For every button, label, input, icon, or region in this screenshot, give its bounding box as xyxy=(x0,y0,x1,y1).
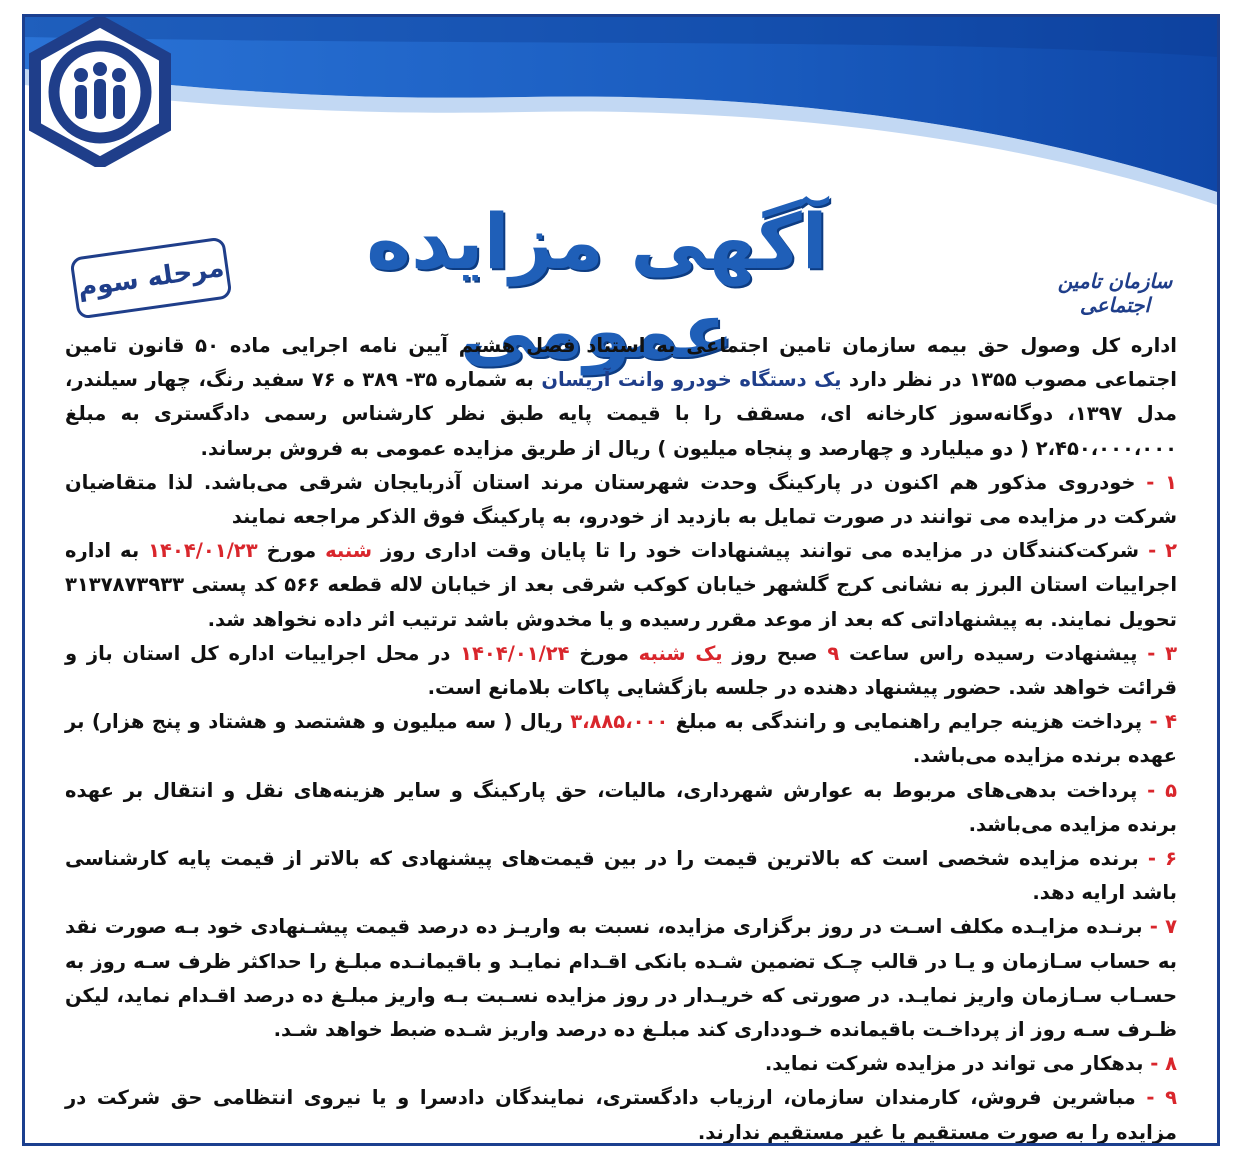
item-text: پرداخت هزینه جرایم راهنمایی و رانندگی به مبلغ xyxy=(668,710,1143,734)
item-7: ۷ - برنـده مزایـده مکلف اسـت در روز برگزاری مزایده، نسبت به واریـز ده درصد قیمت پیشـنهادی خود بـه صورت نقد به حساب سـازمان و یـا در قالب چـک تضمین شـده بانکی اقـدام نمایـد و باقیمانـده مبلـغ را حداکثر ظرف سـه روز به حسـاب سـازمان واریز نمایـد. در صورتی که خریـدار در روز مزایده نسـبت بـه واریز مبلـغ ده درصد اقـدام نماید، لیکن ظـرف سـه روز از پرداخـت باقیمانده خـودداری کند مبلـغ ده درصد واریز شـده ضبط خواهد شـد. xyxy=(65,915,1177,1042)
item-4: ۴ - پرداخت هزینه جرایم راهنمایی و رانندگی به مبلغ ۳،۸۸۵،۰۰۰ ریال ( سه میلیون و هشتصد و هشتاد و پنج هزار) بر عهده برنده مزایده می‌باشد. xyxy=(65,710,1178,768)
item-8: ۸ - بدهکار می تواند در مزایده شرکت نماید. xyxy=(764,1052,1177,1076)
item-2: ۲ - شرکت‌کنندگان در مزایده می توانند پیشنهادات خود را تا پایان وقت اداری روز شنبه مورخ ۱۴۰۴/۰۱/۲۳ به اداره اجراییات استان البرز به نشانی کرج گلشهر خیابان کوکب شرقی بعد از خیابان لاله قطعه ۵۶۶ کد پستی ۳۱۳۷۸۷۳۹۳۳ تحویل نمایند. به پیشنهاداتی که بعد از موعد مقرر رسیده و یا مخدوش باشد ترتیب اثر داده نخواهد شد. xyxy=(65,539,1178,631)
item-5: ۵ - پرداخت بدهی‌های مربوط به عوارش شهرداری، مالیات، حق پارکینگ و سایر هزینه‌های نقل و انتقال بر عهده برنده مزایده می‌باشد. xyxy=(65,778,1177,836)
item-9: ۹ - مباشرین فروش، کارمندان سازمان، ارزیاب دادگستری، نمایندگان دادسرا و یا نیروی انتظامی حق شرکت در مزایده را به صورت مستقیم یا غیر مستقیم ندارند. xyxy=(65,1086,1178,1144)
item-6: ۶ - برنده مزایده شخصی است که بالاترین قیمت را در بین قیمت‌های پیشنهادی که بالاتر از قیمت پایه کارشناسی باشد ارایه دهد. xyxy=(65,847,1178,905)
item-text: پیشنهادت رسیده راس ساعت xyxy=(839,641,1138,665)
item-text: برنده مزایده شخصی است که بالاترین قیمت را در بین قیمت‌های پیشنهادی که بالاتر از قیمت پایه کارشناسی باشد ارایه دهد. xyxy=(65,847,1177,905)
item-number: ۳ xyxy=(1165,641,1178,665)
item-text: مباشرین فروش، کارمندان سازمان، ارزیاب دادگستری، نمایندگان دادسرا و یا نیروی انتظامی حق شرکت در مزایده را به صورت مستقیم یا غیر مستقیم ندارند. xyxy=(65,1086,1177,1144)
item-number: ۶ xyxy=(1165,847,1178,871)
item-3: ۳ - پیشنهادت رسیده راس ساعت ۹ صبح روز یک شنبه مورخ ۱۴۰۴/۰۱/۲۴ در محل اجراییات اداره کل استان باز و قرائت خواهد شد. حضور پیشنهاد دهنده در جلسه بازگشایی پاکات بلامانع است. xyxy=(65,641,1178,700)
item-text: پرداخت بدهی‌های مربوط به عوارش شهرداری، مالیات، حق پارکینگ و سایر هزینه‌های نقل و انتقال بر عهده برنده مزایده می‌باشد. xyxy=(65,778,1177,836)
item-text: مورخ xyxy=(257,539,326,563)
deadline-date: ۱۴۰۴/۰۱/۲۳ xyxy=(148,539,258,563)
item-number: ۵ xyxy=(1165,778,1177,802)
item-1: ۱ - خودروی مذکور هم اکنون در پارکینگ وحدت شهرستان مرند استان آذربایجان شرقی می‌باشد. لذا متقاضیان شرکت در مزایده می توانند در صورت تمایل به بازدید از خودرو، به پارکینگ فوق الذکر مراجعه نمایند xyxy=(65,470,1177,529)
item-text: مورخ xyxy=(569,641,639,665)
intro-paragraph xyxy=(65,329,1177,466)
notice-body xyxy=(65,329,1177,1146)
intro-text: اداره کل وصول حق بیمه سازمان تامین اجتماعی به استناد فصل هشتم آیین نامه اجرایی ماده ۵۰ قانون تامین اجتماعی مصوب ۱۳۵۵ در نظر دارد xyxy=(65,334,1177,392)
stage-badge: مرحله سوم xyxy=(69,236,232,319)
item-number: ۸ xyxy=(1165,1052,1177,1076)
fine-amount: ۳،۸۸۵،۰۰۰ xyxy=(570,710,669,734)
item-text: بدهکار می تواند در مزایده شرکت نماید. xyxy=(764,1052,1144,1076)
deadline-day: شنبه xyxy=(325,539,373,563)
item-number: ۴ xyxy=(1165,710,1178,734)
item-number: ۹ xyxy=(1165,1086,1178,1110)
advertisement-frame xyxy=(22,14,1220,1146)
item-text: به اداره اجراییات استان البرز به نشانی کرج گلشهر خیابان کوکب شرقی بعد از خیابان لاله قطعه ۵۶۶ کد پستی ۳۱۳۷۸۷۳۹۳۳ تحویل نمایند. به پیشنهاداتی که بعد از موعد مقرر رسیده و یا مخدوش باشد ترتیب اثر داده نخواهد شد. xyxy=(65,539,1178,631)
page-title: آگهی مزایده عمومی xyxy=(366,197,828,375)
item-text: صبح روز xyxy=(722,641,828,665)
item-text: خودروی مذکور هم اکنون در پارکینگ وحدت شهرستان مرند استان آذربایجان شرقی می‌باشد. لذا متقاضیان شرکت در مزایده می توانند در صورت تمایل به بازدید از خودرو، به پارکینگ فوق الذکر مراجعه نمایند xyxy=(65,470,1177,529)
opening-date: ۱۴۰۴/۰۱/۲۴ xyxy=(460,641,570,665)
item-text: ریال ( سه میلیون و هشتصد و هشتاد و پنج هزار) بر عهده برنده مزایده می‌باشد. xyxy=(65,710,1177,768)
logo-caption: سازمان تامین اجتماعی xyxy=(1057,269,1173,317)
intro-text-2: به شماره ۳۵- ۳۸۹ ه ۷۶ سفید رنگ، چهار سیلندر، مدل ۱۳۹۷، دوگانه‌سوز کارخانه ای، مسقف را با قیمت پایه طبق نظر کارشناس رسمی دادگستری به مبلغ ۲،۴۵۰،۰۰۰،۰۰۰ ( دو میلیارد و چهارصد و پنجاه میلیون ) ریال از طریق مزایده عمومی به فروش برساند. xyxy=(65,368,1178,460)
opening-hour: ۹ xyxy=(827,641,840,665)
item-number: ۱ xyxy=(1165,470,1177,494)
item-text: برنـده مزایـده مکلف اسـت در روز برگزاری مزایده، نسبت به واریـز ده درصد قیمت پیشـنهادی خود بـه صورت نقد به حساب سـازمان و یـا در قالب چـک تضمین شـده بانکی اقـدام نمایـد و باقیمانـده مبلـغ را حداکثر ظرف سـه روز به حسـاب سـازمان واریز نمایـد. در صورتی که خریـدار در روز مزایده نسـبت بـه واریز مبلـغ ده درصد اقـدام نماید، لیکن ظـرف سـه روز از پرداخـت باقیمانده خـودداری کند مبلـغ ده درصد واریز شـده ضبط خواهد شـد. xyxy=(65,915,1177,1042)
item-text: در محل اجراییات اداره کل استان باز و قرائت خواهد شد. حضور پیشنهاد دهنده در جلسه بازگشایی پاکات بلامانع است. xyxy=(65,641,1177,700)
social-security-logo-icon xyxy=(25,17,175,167)
item-text: شرکت‌کنندگان در مزایده می توانند پیشنهادات خود را تا پایان وقت اداری روز xyxy=(372,539,1140,563)
vehicle-name: یک دستگاه خودرو وانت آریسان xyxy=(541,368,842,392)
item-number: ۲ xyxy=(1165,539,1178,563)
item-number: ۷ xyxy=(1165,915,1177,939)
opening-day: یک شنبه xyxy=(638,641,723,665)
